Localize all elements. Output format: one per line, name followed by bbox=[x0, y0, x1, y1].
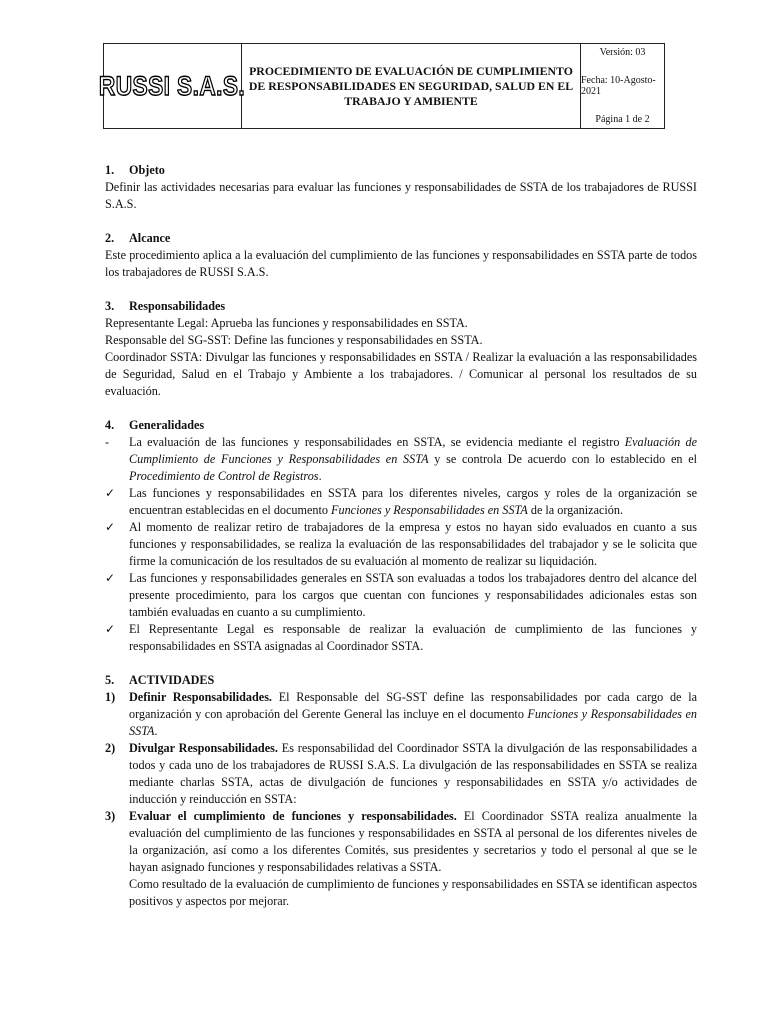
activity-step: 3) Evaluar el cumplimiento de funciones y responsabilidades. El Coordinador SSTA realiza anualmente la evaluación del cumplimiento de las funciones y responsabilidades en SSTA al personal de los diferentes niveles de la organización, así como a los diferentes Comités, sus presidentes y secretarios y todo el personal al que se le hayan asignado funciones y responsabilidades relativas a SSTA. Como resultado de la evaluación de cumplimiento de funciones y responsabilidades en SSTA se identifican aspectos positivos y aspectos por mejorar. bbox=[105, 809, 697, 908]
section-alcance bbox=[105, 230, 697, 281]
checkmark-icon: ✓ bbox=[105, 571, 116, 585]
document-body bbox=[105, 162, 697, 927]
logo-text: RUSSI S.A.S. bbox=[99, 70, 246, 101]
list-item: ✓ Al momento de realizar retiro de trabajadores de la empresa y estos no hayan sido evaluados en cuanto a sus funciones y responsabilidades, se realiza la evaluación de las responsabilidades del trabajador y se le solicita que firme la comunicación de los resultados de su evaluación al momento de realizar su liquidación. bbox=[105, 520, 697, 568]
responsibility-line: Coordinador SSTA: Divulgar las funciones y responsabilidades en SSTA / Realizar la evaluación a las responsabilidades de Seguridad, Salud en el Trabajo y Ambiente a los trabajadores. / Comunicar al personal los resultados de su evaluación. bbox=[105, 350, 697, 398]
page-label: Página 1 de 2 bbox=[595, 114, 650, 125]
section-objeto bbox=[105, 162, 697, 213]
checkmark-icon: ✓ bbox=[105, 622, 116, 636]
step-number: 1) bbox=[105, 690, 116, 704]
document-header bbox=[99, 43, 665, 129]
section-text: Definir las actividades necesarias para evaluar las funciones y responsabilidades de SSTA de los trabajadores de RUSSI S.A.S. bbox=[105, 180, 697, 211]
activity-step: 1) Definir Responsabilidades. El Responsable del SG-SST define las responsabilidades por cada cargo de la organización y con aprobación del Gerente General las incluye en el documento Funciones y Responsabilidades en SSTA. bbox=[105, 690, 698, 738]
responsibility-line: Representante Legal: Aprueba las funciones y responsabilidades en SSTA. bbox=[105, 316, 468, 330]
document-meta bbox=[581, 44, 664, 128]
checkmark-icon: ✓ bbox=[105, 486, 116, 500]
responsibility-line: Responsable del SG-SST: Define las funciones y responsabilidades en SSTA. bbox=[105, 333, 483, 347]
list-item: ✓ El Representante Legal es responsable de realizar la evaluación de cumplimiento de las funciones y responsabilidades en SSTA asignadas al Coordinador SSTA. bbox=[105, 622, 697, 653]
section-heading: 2. Alcance bbox=[105, 231, 171, 245]
section-generalidades bbox=[105, 417, 697, 655]
version-label: Versión: 03 bbox=[599, 47, 646, 58]
date-label: Fecha: 10-Agosto-2021 bbox=[581, 75, 656, 97]
section-heading: 3. Responsabilidades bbox=[105, 299, 226, 313]
list-item: ✓ Las funciones y responsabilidades en SSTA para los diferentes niveles, cargos y roles de la organización se encuentran establecidas en el documento Funciones y Responsabilidades en SSTA de la organización. bbox=[105, 486, 697, 517]
checkmark-icon: ✓ bbox=[105, 520, 116, 534]
step-number: 2) bbox=[105, 741, 116, 755]
section-responsabilidades bbox=[105, 298, 697, 400]
step-number: 3) bbox=[105, 809, 116, 823]
activity-step: 2) Divulgar Responsabilidades. Es responsabilidad del Coordinador SSTA la divulgación de las responsabilidades a todos y cada uno de los trabajadores de RUSSI S.A.S. La divulgación de las responsabilidades en SSTA se realiza mediante charlas SSTA, actas de divulgación de funciones y responsabilidades en SSTA y/o actividades de inducción y reinducción en SSTA: bbox=[105, 741, 697, 806]
section-actividades bbox=[105, 672, 697, 910]
list-item: - La evaluación de las funciones y responsabilidades en SSTA, se evidencia mediante el registro Evaluación de Cumplimiento de Funciones y Responsabilidades en SSTA y se controla De acuerdo con lo establecido en el Procedimiento de Control de Registros. bbox=[105, 435, 698, 483]
section-text: Este procedimiento aplica a la evaluación del cumplimiento de las funciones y responsabilidades en SSTA parte de todos los trabajadores de RUSSI S.A.S. bbox=[105, 248, 697, 279]
dash-bullet: - bbox=[105, 435, 110, 449]
section-heading: 5. ACTIVIDADES bbox=[105, 673, 215, 687]
section-heading: 4. Generalidades bbox=[105, 418, 205, 432]
section-heading: 1. Objeto bbox=[105, 163, 165, 177]
company-logo bbox=[99, 44, 246, 128]
list-item: ✓ Las funciones y responsabilidades generales en SSTA son evaluadas a todos los trabajadores dentro del alcance del presente procedimiento, para los cargos que cuentan con funciones y responsabilidades adicionales estas son también evaluadas en cuanto a su cumplimiento. bbox=[105, 571, 697, 619]
document-title: PROCEDIMIENTO DE EVALUACIÓN DE CUMPLIMIENTO DE RESPONSABILIDADES EN SEGURIDAD, SALUD EN EL TRABAJO Y AMBIENTE bbox=[242, 44, 581, 128]
